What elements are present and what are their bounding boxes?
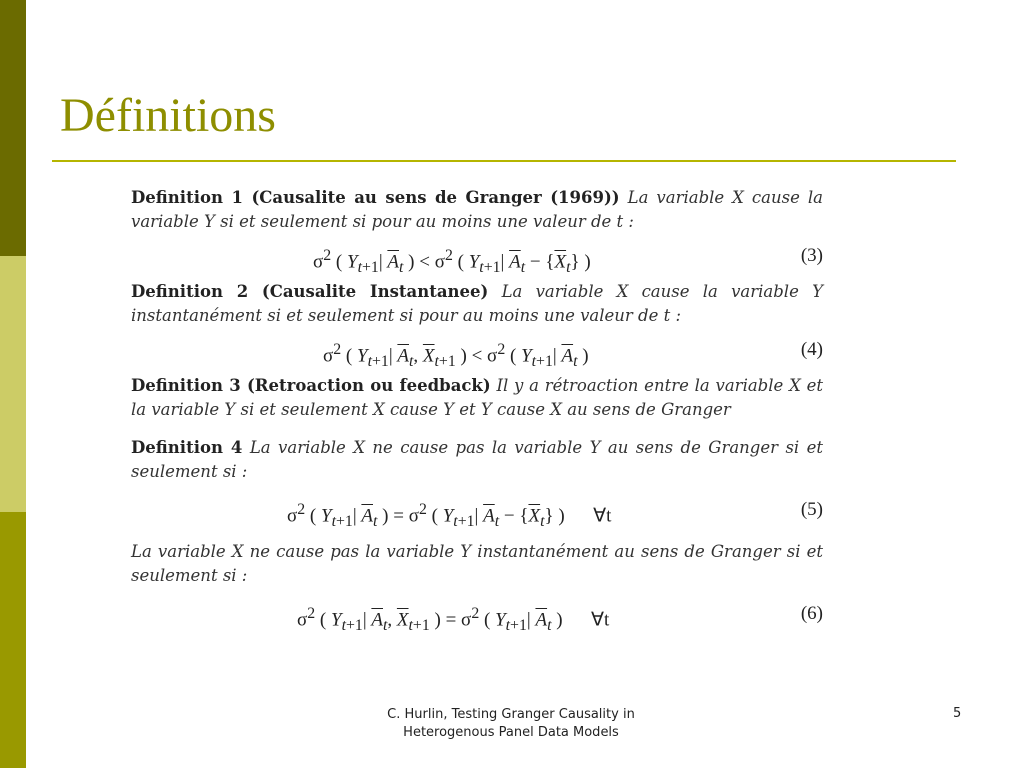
slide-title: Définitions bbox=[60, 89, 276, 142]
equation-3 bbox=[131, 234, 823, 280]
definition-4 bbox=[131, 436, 823, 484]
side-bar-middle bbox=[0, 256, 26, 512]
definition-3 bbox=[131, 374, 823, 422]
equation-4-formula: $\sigma^2$ ( $Y_{t+1}|$ $\overline{A}_t$, $\overline{X}_{t+1}$ ) < $\sigma^2$ ( $Y_{t+1}|$ $\overline{A}_t$ ) bbox=[323, 341, 589, 371]
equation-3-formula: $\sigma^2$ ( $Y_{t+1}|$ $\overline{A}_t$ ) < $\sigma^2$ ( $Y_{t+1}|$ $\overline{A}_t - \{\overline{X}_t\}$ ) bbox=[313, 247, 591, 277]
equation-5-formula: $\sigma^2$ ( $Y_{t+1}|$ $\overline{A}_t$ ) = $\sigma^2$ ( $Y_{t+1}|$ $\overline{A}_t - \{\overline{X}_t\}$ ) ∀t bbox=[287, 501, 612, 531]
definition-1-head: Definition 1 (Causalite au sens de Granger (1969)) bbox=[131, 188, 620, 207]
definition-4-body: La variable X ne cause pas la variable Y au sens de Granger si et seulement si : bbox=[131, 438, 824, 481]
equation-6-formula: $\sigma^2$ ( $Y_{t+1}|$ $\overline{A}_t$, $\overline{X}_{t+1}$ ) = $\sigma^2$ ( $Y_{t+1}|$ $\overline{A}_t$ ) ∀t bbox=[297, 605, 610, 635]
definition-3-head: Definition 3 (Retroaction ou feedback) bbox=[131, 376, 491, 395]
equation-5 bbox=[131, 484, 823, 540]
definition-5-body: La variable X ne cause pas la variable Y instantanément au sens de Granger si et seulement si : bbox=[131, 542, 823, 585]
definition-3-body: Il y a rétroaction entre la variable X et la variable Y si et seulement X cause Y et Y cause X au sens de Granger bbox=[131, 376, 823, 419]
footer-line-1: C. Hurlin, Testing Granger Causality in bbox=[387, 707, 635, 722]
equation-3-number: (3) bbox=[800, 245, 823, 266]
definition-1 bbox=[131, 186, 823, 234]
definition-5 bbox=[131, 540, 823, 588]
equation-6 bbox=[131, 588, 823, 644]
equation-6-forall: ∀t bbox=[591, 609, 610, 631]
equation-5-forall: ∀t bbox=[593, 505, 612, 527]
definition-2 bbox=[131, 280, 823, 328]
title-divider bbox=[52, 160, 956, 162]
equation-5-number: (5) bbox=[800, 499, 823, 520]
equation-4 bbox=[131, 328, 823, 374]
side-bar-bottom bbox=[0, 512, 26, 768]
page-number: 5 bbox=[953, 706, 962, 721]
equation-4-number: (4) bbox=[800, 339, 823, 360]
footer-line-2: Heterogenous Panel Data Models bbox=[403, 725, 619, 740]
slide-content bbox=[131, 186, 823, 644]
footer-citation bbox=[346, 706, 676, 742]
definition-1-body: La variable X cause la variable Y si et seulement si pour au moins une valeur de t : bbox=[131, 188, 823, 231]
definition-2-body: La variable X cause la variable Y instantanément si et seulement si pour au moins une valeur de t : bbox=[131, 282, 823, 325]
definition-4-head: Definition 4 bbox=[131, 438, 243, 457]
equation-6-number: (6) bbox=[800, 603, 823, 624]
definition-2-head: Definition 2 (Causalite Instantanee) bbox=[131, 282, 489, 301]
side-bar-top bbox=[0, 0, 26, 256]
